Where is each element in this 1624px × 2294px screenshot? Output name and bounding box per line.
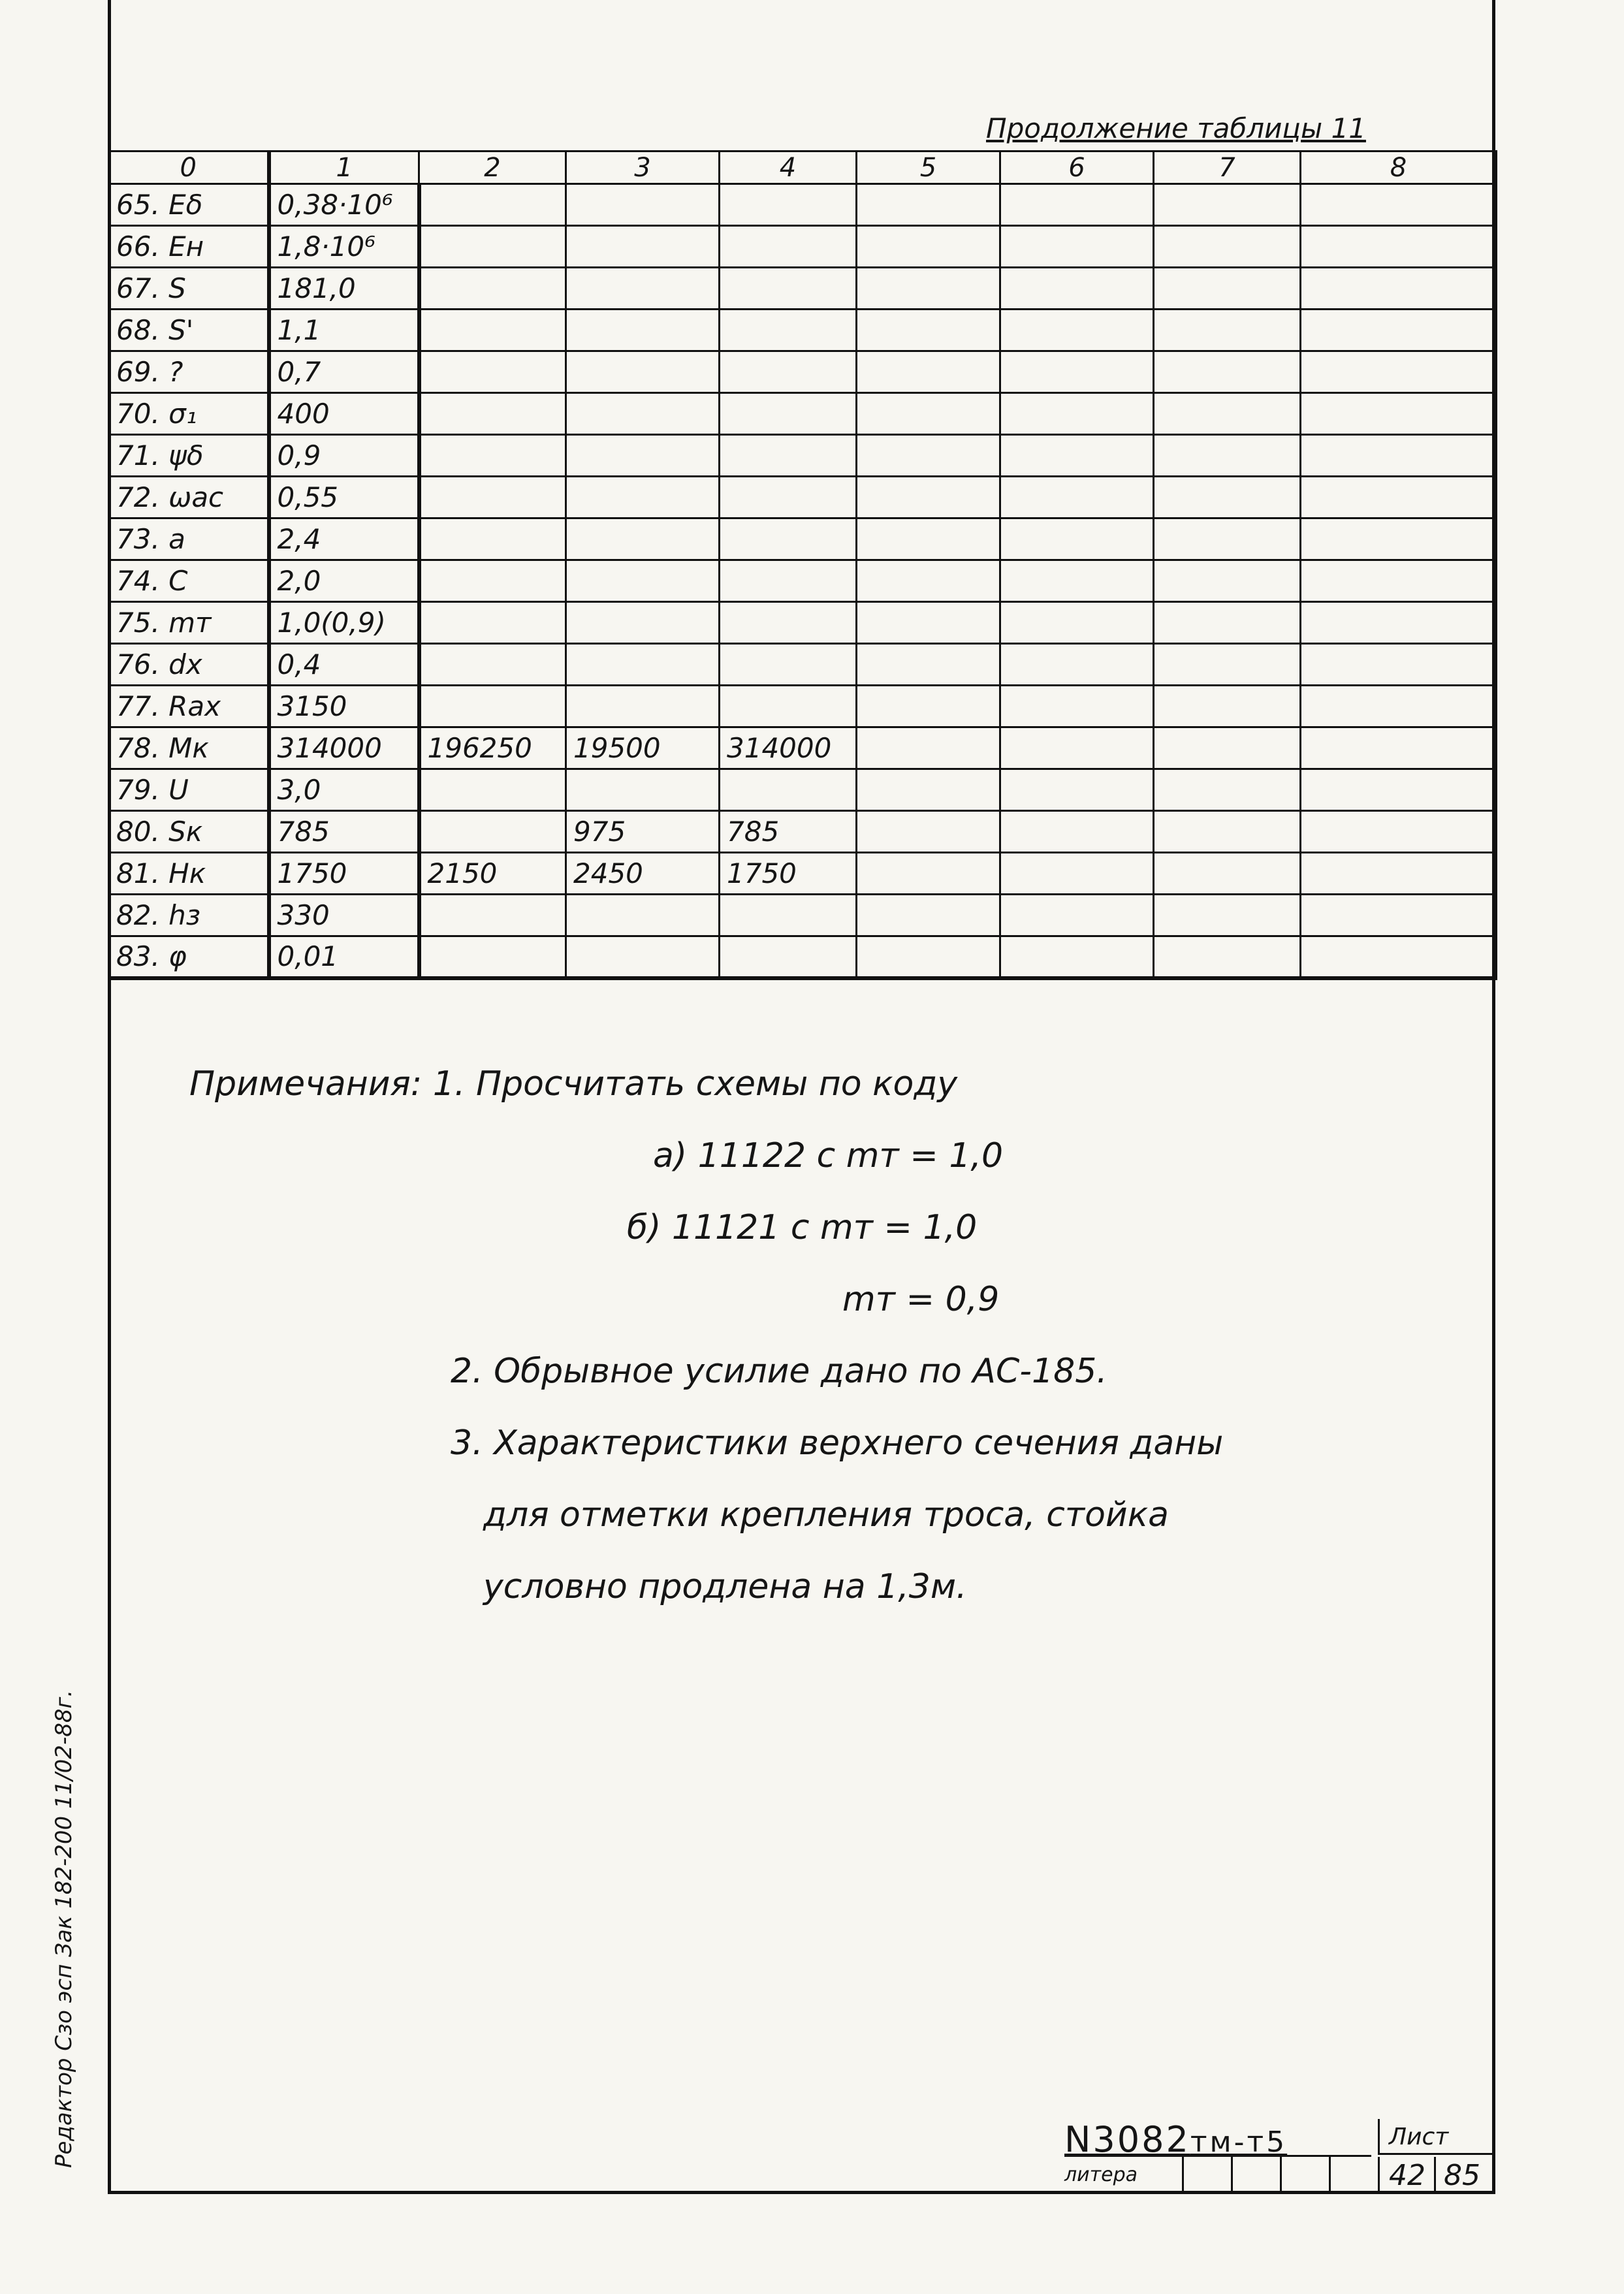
- value-cell: [1000, 435, 1154, 477]
- value-cell: [419, 518, 566, 560]
- table-row: [109, 811, 1497, 853]
- note-1b-alt: mт = 0,9: [842, 1280, 1000, 1319]
- value-cell: [1000, 560, 1154, 602]
- table-row: [109, 727, 1497, 769]
- value-cell: 400: [269, 393, 419, 435]
- note-2: 2. Обрывное усилие дано по АС-185.: [451, 1352, 1107, 1391]
- parameter-name-cell: 69. ?: [109, 351, 269, 393]
- value-cell: [857, 226, 1000, 268]
- parameter-name-cell: 70. σ₁: [109, 393, 269, 435]
- table-row: [109, 393, 1497, 435]
- litera-label: литера: [1064, 2163, 1138, 2186]
- value-cell: [720, 518, 857, 560]
- value-cell: 19500: [566, 727, 720, 769]
- value-cell: [857, 393, 1000, 435]
- table-row: [109, 518, 1497, 560]
- litera-cell: [1329, 2157, 1365, 2194]
- value-cell: [1154, 644, 1301, 686]
- value-cell: [1154, 853, 1301, 895]
- value-cell: [1301, 268, 1497, 310]
- table-row: [109, 226, 1497, 268]
- value-cell: [1000, 268, 1154, 310]
- value-cell: [857, 686, 1000, 727]
- table-row: [109, 184, 1497, 226]
- value-cell: 0,01: [269, 936, 419, 978]
- value-cell: [1000, 895, 1154, 936]
- value-cell: 0,55: [269, 477, 419, 518]
- table-row: [109, 936, 1497, 978]
- table-row: [109, 435, 1497, 477]
- parameter-name-cell: 67. S: [109, 268, 269, 310]
- value-cell: [720, 393, 857, 435]
- value-cell: [857, 268, 1000, 310]
- value-cell: [857, 602, 1000, 644]
- value-cell: [566, 936, 720, 978]
- value-cell: [1000, 686, 1154, 727]
- table-row: [109, 560, 1497, 602]
- value-cell: [720, 310, 857, 351]
- value-cell: [1000, 351, 1154, 393]
- column-header-1: 1: [269, 151, 419, 184]
- litera-cell: [1280, 2157, 1316, 2194]
- value-cell: [1000, 310, 1154, 351]
- value-cell: [1301, 602, 1497, 644]
- value-cell: [566, 268, 720, 310]
- value-cell: 1750: [720, 853, 857, 895]
- parameter-name-cell: 73. a: [109, 518, 269, 560]
- value-cell: [1000, 727, 1154, 769]
- value-cell: [566, 560, 720, 602]
- value-cell: [857, 853, 1000, 895]
- value-cell: [1000, 477, 1154, 518]
- value-cell: [857, 727, 1000, 769]
- value-cell: [419, 560, 566, 602]
- sheet-number-box: [1378, 2157, 1492, 2194]
- value-cell: [1154, 226, 1301, 268]
- value-cell: [1000, 518, 1154, 560]
- value-cell: [720, 184, 857, 226]
- value-cell: [1000, 644, 1154, 686]
- value-cell: [857, 769, 1000, 811]
- value-cell: [419, 184, 566, 226]
- parameter-name-cell: 81. Hк: [109, 853, 269, 895]
- value-cell: [720, 686, 857, 727]
- value-cell: [566, 435, 720, 477]
- value-cell: [1000, 811, 1154, 853]
- table-row: [109, 268, 1497, 310]
- litera-cell: [1231, 2157, 1267, 2194]
- value-cell: [1301, 727, 1497, 769]
- value-cell: [419, 644, 566, 686]
- document-code-main: N3082: [1064, 2119, 1190, 2160]
- value-cell: [419, 393, 566, 435]
- value-cell: 2,0: [269, 560, 419, 602]
- table-row: [109, 310, 1497, 351]
- value-cell: [857, 560, 1000, 602]
- value-cell: [1301, 477, 1497, 518]
- editor-signature-note: Редактор Сзо эсп Зак 182-200 11/02-88г.: [51, 1689, 77, 2168]
- value-cell: 2450: [566, 853, 720, 895]
- value-cell: [1301, 435, 1497, 477]
- table-row: [109, 644, 1497, 686]
- value-cell: [419, 435, 566, 477]
- value-cell: [566, 393, 720, 435]
- value-cell: [1000, 769, 1154, 811]
- value-cell: [1301, 644, 1497, 686]
- value-cell: 785: [269, 811, 419, 853]
- value-cell: [857, 477, 1000, 518]
- value-cell: [1154, 268, 1301, 310]
- value-cell: [1301, 310, 1497, 351]
- value-cell: 314000: [269, 727, 419, 769]
- value-cell: [566, 351, 720, 393]
- value-cell: [1154, 477, 1301, 518]
- sheet-number: 42: [1389, 2159, 1425, 2192]
- value-cell: 1750: [269, 853, 419, 895]
- value-cell: [566, 518, 720, 560]
- column-header-4: 4: [720, 151, 857, 184]
- value-cell: 0,38·10⁶: [269, 184, 419, 226]
- parameter-name-cell: 83. φ: [109, 936, 269, 978]
- column-header-6: 6: [1000, 151, 1154, 184]
- value-cell: 1,1: [269, 310, 419, 351]
- value-cell: [566, 644, 720, 686]
- value-cell: [1301, 895, 1497, 936]
- value-cell: [1000, 936, 1154, 978]
- table-row: [109, 769, 1497, 811]
- value-cell: [1000, 226, 1154, 268]
- value-cell: 196250: [419, 727, 566, 769]
- value-cell: [857, 936, 1000, 978]
- value-cell: [1000, 184, 1154, 226]
- value-cell: [720, 226, 857, 268]
- value-cell: [419, 477, 566, 518]
- value-cell: [419, 268, 566, 310]
- value-cell: [566, 226, 720, 268]
- value-cell: 785: [720, 811, 857, 853]
- value-cell: [419, 602, 566, 644]
- value-cell: 181,0: [269, 268, 419, 310]
- value-cell: [720, 351, 857, 393]
- value-cell: [857, 310, 1000, 351]
- value-cell: [1301, 811, 1497, 853]
- value-cell: 3,0: [269, 769, 419, 811]
- table-row: [109, 351, 1497, 393]
- parameter-name-cell: 68. S': [109, 310, 269, 351]
- title-block-stamp: [1064, 2119, 1495, 2194]
- table-row: [109, 477, 1497, 518]
- value-cell: [1301, 351, 1497, 393]
- note-3-line3: условно продлена на 1,3м.: [483, 1567, 967, 1606]
- table-row: [109, 602, 1497, 644]
- value-cell: [857, 644, 1000, 686]
- value-cell: [857, 184, 1000, 226]
- value-cell: [1000, 853, 1154, 895]
- value-cell: 1,8·10⁶: [269, 226, 419, 268]
- value-cell: 0,4: [269, 644, 419, 686]
- table-caption: Продолжение таблицы 11: [986, 112, 1366, 144]
- value-cell: [1301, 560, 1497, 602]
- litera-cell: [1182, 2157, 1218, 2194]
- value-cell: [419, 936, 566, 978]
- parameter-name-cell: 76. dx: [109, 644, 269, 686]
- value-cell: 330: [269, 895, 419, 936]
- value-cell: [720, 895, 857, 936]
- value-cell: [1301, 853, 1497, 895]
- value-cell: [419, 226, 566, 268]
- sheet-total: 85: [1444, 2159, 1480, 2192]
- value-cell: [1301, 393, 1497, 435]
- parameter-name-cell: 66. Eн: [109, 226, 269, 268]
- value-cell: [1154, 811, 1301, 853]
- value-cell: 2,4: [269, 518, 419, 560]
- value-cell: [1301, 686, 1497, 727]
- value-cell: [1301, 184, 1497, 226]
- value-cell: [1154, 602, 1301, 644]
- document-code: [1064, 2119, 1371, 2160]
- value-cell: [1154, 393, 1301, 435]
- value-cell: [566, 769, 720, 811]
- value-cell: [1154, 518, 1301, 560]
- value-cell: [419, 686, 566, 727]
- value-cell: 1,0(0,9): [269, 602, 419, 644]
- parameter-name-cell: 77. Rax: [109, 686, 269, 727]
- value-cell: [1154, 936, 1301, 978]
- column-header-7: 7: [1154, 151, 1301, 184]
- value-cell: 2150: [419, 853, 566, 895]
- value-cell: [1154, 727, 1301, 769]
- value-cell: [857, 811, 1000, 853]
- value-cell: [720, 268, 857, 310]
- value-cell: [419, 895, 566, 936]
- parameter-name-cell: 71. ψδ: [109, 435, 269, 477]
- value-cell: [1301, 936, 1497, 978]
- value-cell: [720, 769, 857, 811]
- value-cell: [419, 811, 566, 853]
- parameter-name-cell: 72. ωас: [109, 477, 269, 518]
- column-header-0: 0: [109, 151, 269, 184]
- note-1b: б) 11121 с mт = 1,0: [627, 1208, 978, 1247]
- value-cell: [1154, 310, 1301, 351]
- value-cell: [720, 936, 857, 978]
- value-cell: [720, 560, 857, 602]
- value-cell: [419, 769, 566, 811]
- value-cell: [566, 310, 720, 351]
- note-1a: а) 11122 с mт = 1,0: [653, 1136, 1004, 1175]
- value-cell: 314000: [720, 727, 857, 769]
- value-cell: [566, 686, 720, 727]
- value-cell: [566, 184, 720, 226]
- value-cell: [857, 895, 1000, 936]
- column-header-2: 2: [419, 151, 566, 184]
- value-cell: [566, 895, 720, 936]
- table-row: [109, 853, 1497, 895]
- value-cell: [1154, 686, 1301, 727]
- column-header-5: 5: [857, 151, 1000, 184]
- value-cell: [1154, 351, 1301, 393]
- value-cell: 975: [566, 811, 720, 853]
- parameter-name-cell: 80. Sк: [109, 811, 269, 853]
- note-3-line2: для отметки крепления троса, стойка: [483, 1495, 1169, 1535]
- table-row: [109, 895, 1497, 936]
- value-cell: [1154, 435, 1301, 477]
- value-cell: [720, 477, 857, 518]
- value-cell: [857, 518, 1000, 560]
- sheet-label: Лист: [1378, 2119, 1492, 2155]
- parameters-table: [108, 150, 1497, 980]
- parameter-name-cell: 82. hз: [109, 895, 269, 936]
- value-cell: [1154, 184, 1301, 226]
- value-cell: [566, 602, 720, 644]
- value-cell: [857, 435, 1000, 477]
- value-cell: [720, 435, 857, 477]
- value-cell: 3150: [269, 686, 419, 727]
- value-cell: [1301, 226, 1497, 268]
- value-cell: [1154, 769, 1301, 811]
- parameter-name-cell: 79. U: [109, 769, 269, 811]
- value-cell: [419, 351, 566, 393]
- value-cell: [419, 310, 566, 351]
- note-3-line1: 3. Характеристики верхнего сечения даны: [451, 1424, 1224, 1463]
- value-cell: [1301, 518, 1497, 560]
- parameter-name-cell: 78. Mк: [109, 727, 269, 769]
- value-cell: [857, 351, 1000, 393]
- value-cell: [1154, 895, 1301, 936]
- parameter-name-cell: 75. mт: [109, 602, 269, 644]
- value-cell: [1154, 560, 1301, 602]
- value-cell: [1301, 769, 1497, 811]
- table-row: [109, 686, 1497, 727]
- value-cell: [566, 477, 720, 518]
- value-cell: [720, 602, 857, 644]
- column-header-8: 8: [1301, 151, 1497, 184]
- value-cell: [1000, 602, 1154, 644]
- parameter-name-cell: 74. C: [109, 560, 269, 602]
- value-cell: 0,9: [269, 435, 419, 477]
- value-cell: [720, 644, 857, 686]
- table-header-row: [109, 151, 1497, 184]
- notes-heading: Примечания: 1. Просчитать схемы по коду: [189, 1064, 958, 1104]
- value-cell: [1000, 393, 1154, 435]
- parameter-name-cell: 65. Eδ: [109, 184, 269, 226]
- column-header-3: 3: [566, 151, 720, 184]
- document-code-suffix: тм-т5: [1190, 2126, 1288, 2159]
- value-cell: 0,7: [269, 351, 419, 393]
